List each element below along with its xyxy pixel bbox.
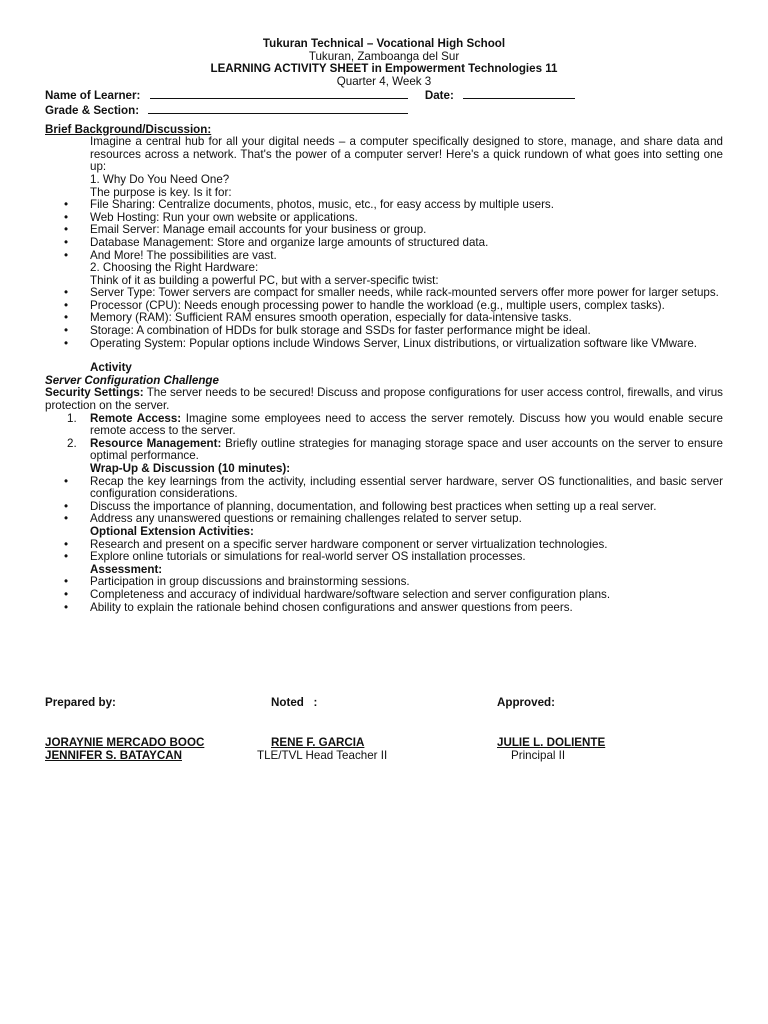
item-label: Remote Access: [90,411,182,425]
list-item: • Recap the key learnings from the activity, including essential server hardware, server OS functionalities, and basic server configuration considerations. [45,476,723,501]
assessment-heading: Assessment: [90,562,163,576]
document-body [45,38,723,614]
list-item: • Research and present on a specific server hardware component or server virtualization technologies. [45,539,723,552]
approved-label: Approved: [497,696,555,709]
name-blank[interactable] [150,88,408,99]
list-item: • Database Management: Store and organize large amounts of structured data. [45,237,723,250]
prepared-by-label: Prepared by: [45,696,116,709]
grade-label: Grade & Section: [45,103,140,117]
list-item: • Completeness and accuracy of individual hardware/software selection and server configuration plans. [45,589,723,602]
list-item: • Explore online tutorials or simulations for real-world server OS installation processes. [45,551,723,564]
list-item: • Operating System: Popular options include Windows Server, Linux distributions, or virtualization software like VMware. [45,338,723,351]
list-item: • And More! The possibilities are vast. [45,250,723,263]
question-one: 1. Why Do You Need One? [90,172,230,186]
noter-name: RENE F. GARCIA [271,736,365,749]
activity-title: Server Configuration Challenge [45,373,219,387]
item-text: Briefly outline strategies for managing storage space and user accounts on the server to ensure optimal performance. [90,436,723,463]
list-item: • Server Type: Tower servers are compact for smaller needs, while rack-mounted servers offer more power for larger setups. [45,287,723,300]
hardware-list [45,287,723,350]
date-blank[interactable] [463,88,575,99]
wrapup-list [45,476,723,526]
wrapup-heading: Wrap-Up & Discussion (10 minutes): [90,462,291,475]
learner-name-row [45,88,723,103]
hardware-intro: Think of it as building a powerful PC, but with a server-specific twist: [90,273,439,287]
extension-heading: Optional Extension Activities: [90,524,254,538]
item-number: 2. [67,436,77,450]
name-label: Name of Learner: [45,89,141,103]
quarter-week: Quarter 4, Week 3 [336,74,432,88]
approver-name: JULIE L. DOLIENTE [497,736,606,749]
item-text: Imagine some employees need to access the server remotely. Discuss how you would enable secure remote access to the server. [90,411,723,438]
question-two: 2. Choosing the Right Hardware: [90,261,259,275]
list-item: • Ability to explain the rationale behind chosen configurations and answer questions from peers. [45,602,723,615]
uses-list [45,199,723,262]
list-item: • Address any unanswered questions or remaining challenges related to server setup. [45,513,723,526]
item-number: 1. [67,411,77,425]
background-intro: Imagine a central hub for all your digital needs – a computer specifically designed to store, manage, and share data and resources across a network. That's the power of a computer server! Here's a quick rundown of what goes into setting one up: [90,135,723,174]
item-label: Resource Management: [90,436,222,450]
grade-section-row [45,103,723,118]
list-item: • Discuss the importance of planning, documentation, and following best practices when setting up a real server. [45,501,723,514]
activity-heading: Activity [90,361,132,375]
security-text: The server needs to be secured! Discuss and propose configurations for user access control, firewalls, and virus protection on the server. [45,386,723,413]
preparer-name: JENNIFER S. BATAYCAN [45,749,182,762]
security-label: Security Settings: [45,386,144,400]
assessment-list [45,576,723,614]
sheet-title: LEARNING ACTIVITY SHEET in Empowerment Technologies 11 [210,62,558,76]
school-location: Tukuran, Zamboanga del Sur [308,49,460,63]
list-item: • Email Server: Manage email accounts for your business or group. [45,224,723,237]
list-item: • Web Hosting: Run your own website or applications. [45,212,723,225]
security-settings [45,387,723,412]
list-item: • Participation in group discussions and brainstorming sessions. [45,576,723,589]
list-item: • File Sharing: Centralize documents, photos, music, etc., for easy access by multiple users. [45,199,723,212]
list-item [45,413,723,438]
list-item: • Processor (CPU): Needs enough processing power to handle the workload (e.g., multiple users, complex tasks). [45,300,723,313]
list-item: • Storage: A combination of HDDs for bulk storage and SSDs for faster performance might be ideal. [45,325,723,338]
background-heading: Brief Background/Discussion: [45,122,212,136]
list-item [45,438,723,463]
date-label: Date: [424,89,454,103]
list-item: • Memory (RAM): Sufficient RAM ensures smooth operation, especially for data-intensive tasks. [45,312,723,325]
grade-blank[interactable] [148,103,408,114]
extension-list [45,539,723,564]
activity-numbered-list [45,413,723,463]
purpose-text: The purpose is key. Is it for: [90,185,232,199]
noter-title: TLE/TVL Head Teacher II [257,749,388,762]
noted-label: Noted : [271,696,318,709]
school-name: Tukuran Technical – Vocational High School [262,37,506,50]
preparer-name: JORAYNIE MERCADO BOOC [45,736,205,749]
approver-title: Principal II [511,749,566,762]
